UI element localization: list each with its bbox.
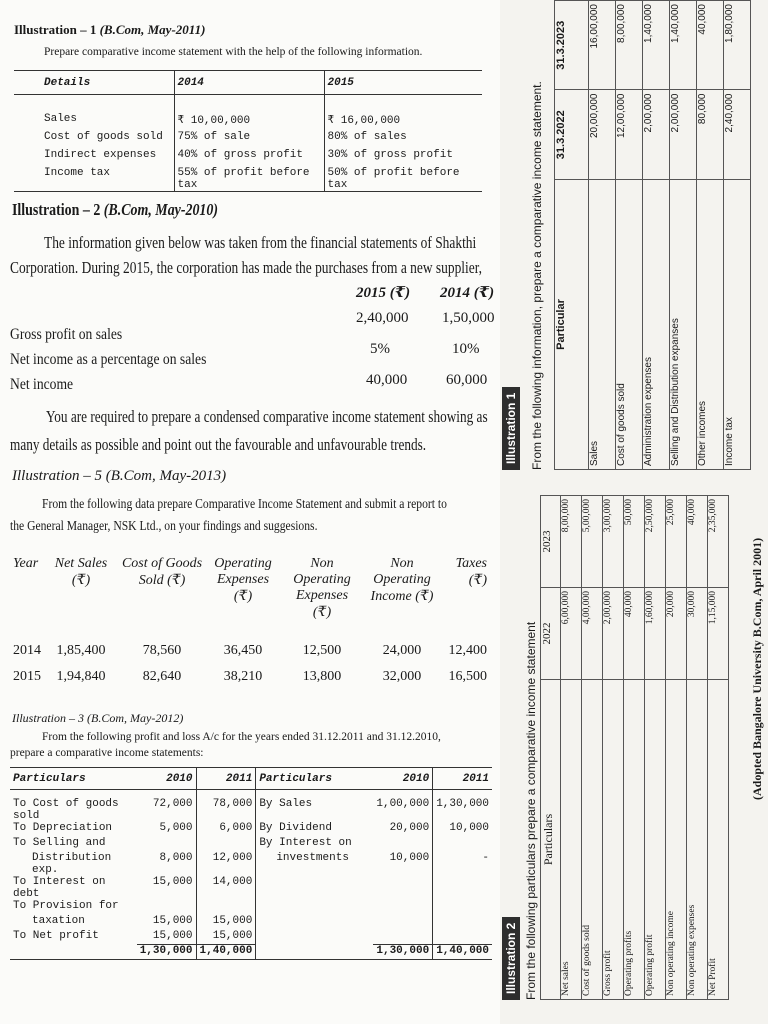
table-row: Selling and Distribution expanses 2,00,000 1,40,000 <box>670 1 697 470</box>
table-row: Income tax 55% of profit before tax 50% of profit before tax <box>14 167 482 192</box>
table-row: Operating profit 1,60,000 2,50,000 <box>645 496 666 1000</box>
table-row: taxation 15,000 15,000 <box>10 915 492 930</box>
ill2-outro-2: many details as possible and point out the favourable and unfavourable trends. <box>10 435 427 454</box>
ill5-heading: Illustration – 5 (B.Com, May-2013) <box>12 468 227 484</box>
ill2-col-2014: 2014 (₹) <box>440 285 495 301</box>
ill-r2-footnote: (Adopted Bangalore University B.Com, April 2001) <box>750 537 764 800</box>
ill-r2-badge: Illustration 2 <box>502 917 520 1000</box>
ill2-ni-2015: 40,000 <box>366 372 408 388</box>
table-row: Income tax 2,40,000 1,80,000 <box>724 1 751 470</box>
table-row: 2015 1,94,840 82,640 38,210 13,800 32,000 16,500 <box>13 669 487 684</box>
ill5-col-opex: Operating Expenses (₹) <box>214 556 272 604</box>
ill1-heading: Illustration – 1 (B.Com, May-2011) <box>14 22 206 37</box>
table-row: Other incomes 80,000 40,000 <box>697 1 724 470</box>
ill3-table <box>10 767 492 960</box>
ill1-header-row <box>14 71 482 95</box>
ill-r1-header-row: Particular 31.3.2022 31.3.2023 <box>555 1 589 470</box>
ill3-heading: Illustration – 3 (B.Com, May-2012) <box>12 711 184 725</box>
ill5-header-row <box>10 556 490 621</box>
table-row: Sales 20,00,000 16,00,000 <box>589 1 616 470</box>
ill2-label-ni: Net income <box>10 376 74 393</box>
ill-r2-header-row: Particulars 2022 2023 <box>541 496 561 1000</box>
table-row: Cost of goods sold 75% of sale 80% of sales <box>14 131 482 149</box>
ill1-col-2015: 2015 <box>324 71 482 95</box>
ill3-totals-row: 1,30,000 1,40,000 1,30,000 1,40,000 <box>10 945 492 960</box>
ill2-intro-2: Corporation. During 2015, the corporation has made the purchases from a new supplier, <box>10 258 483 277</box>
ill5-col-cogs: Cost of Goods Sold (₹) <box>121 556 203 588</box>
table-row: Net Profit 1,15,000 2,35,000 <box>708 496 729 1000</box>
right-page <box>500 0 768 1024</box>
ill1-table <box>14 70 482 192</box>
table-row: Net sales 6,00,000 8,00,000 <box>561 496 582 1000</box>
ill-r2-table <box>540 495 729 1000</box>
ill1-col-2014: 2014 <box>174 71 324 95</box>
ill-r1-panel <box>500 0 768 470</box>
table-row: Sales ₹ 10,00,000 ₹ 16,00,000 <box>14 113 482 131</box>
table-row: 2014 1,85,400 78,560 36,450 12,500 24,000 12,400 <box>13 643 487 658</box>
ill2-ni-pct-2015: 5% <box>370 341 390 357</box>
ill3-header-row: Particulars 2010 2011 Particulars 2010 2011 <box>10 768 492 790</box>
ill5-line-2: the General Manager, NSK Ltd., on your findings and suggesions. <box>10 518 318 533</box>
ill5-line-1: From the following data prepare Comparative Income Statement and submit a report to <box>42 496 447 511</box>
ill-r2-panel <box>500 495 768 1000</box>
ill5-col-non-op-inc: Non Operating Income (₹) <box>370 556 434 604</box>
table-row: Non operating income 20,000 25,000 <box>666 496 687 1000</box>
table-row: Distribution exp. 8,000 12,000 investments 10,000 - <box>10 852 492 876</box>
ill2-intro-1: The information given below was taken from the financial statements of Shakthi <box>44 233 477 252</box>
table-row: Administration expenses 2,00,000 1,40,000 <box>643 1 670 470</box>
ill5-col-non-op-exp: Non Operating Expenses (₹) <box>293 556 351 620</box>
table-row: Cost of goods sold 12,00,000 8,00,000 <box>616 1 643 470</box>
ill5-col-year: Year <box>13 556 39 571</box>
ill5-table <box>10 556 490 695</box>
ill-r2-instruction: From the following particulars prepare a comparative income statement <box>524 621 538 1000</box>
ill-r1-table <box>554 0 751 470</box>
ill2-outro-1: You are required to prepare a condensed comparative income statement showing as <box>46 407 488 426</box>
ill5-col-net-sales: Net Sales (₹) <box>54 556 108 588</box>
table-row: To Depreciation 5,000 6,000 By Dividend 20,000 10,000 <box>10 822 492 837</box>
ill-r1-badge: Illustration 1 <box>502 387 520 470</box>
ill2-ni-pct-2014: 10% <box>452 341 480 357</box>
table-row: To Cost of goods sold 72,000 78,000 By Sales 1,00,000 1,30,000 <box>10 798 492 822</box>
ill2-label-ni-pct: Net income as a percentage on sales <box>10 351 207 368</box>
ill2-heading: Illustration – 2 (B.Com, May-2010) <box>12 200 219 219</box>
ill1-instruction: Prepare comparative income statement with the help of the following information. <box>44 46 423 58</box>
ill5-col-taxes: Taxes (₹) <box>455 556 487 588</box>
ill2-ni-2014: 60,000 <box>446 372 488 388</box>
table-row: To Interest on debt 15,000 14,000 <box>10 876 492 900</box>
table-row: To Provision for <box>10 900 492 915</box>
ill3-line-1: From the following profit and loss A/c for the years ended 31.12.2011 and 31.12.2010, <box>42 731 441 743</box>
ill2-gp-2015: 2,40,000 <box>356 310 409 326</box>
ill2-label-gp: Gross profit on sales <box>10 326 123 343</box>
ill2-gp-2014: 1,50,000 <box>442 310 495 326</box>
table-row: Non operating expenses 30,000 40,000 <box>687 496 708 1000</box>
table-row: Operating profits 40,000 50,000 <box>624 496 645 1000</box>
table-row: To Selling and By Interest on <box>10 837 492 852</box>
table-row: Indirect expenses 40% of gross profit 30% of gross profit <box>14 149 482 167</box>
table-row: Cost of goods sold 4,00,000 5,00,000 <box>582 496 603 1000</box>
ill1-col-details: Details <box>14 71 174 95</box>
ill2-col-2015: 2015 (₹) <box>356 285 411 301</box>
table-row: To Net profit 15,000 15,000 <box>10 930 492 945</box>
table-row: Gross profit 2,00,000 3,00,000 <box>603 496 624 1000</box>
ill3-line-2: prepare a comparative income statements: <box>10 747 204 759</box>
ill-r1-instruction: From the following information, prepare a comparative income statement. <box>530 81 544 470</box>
